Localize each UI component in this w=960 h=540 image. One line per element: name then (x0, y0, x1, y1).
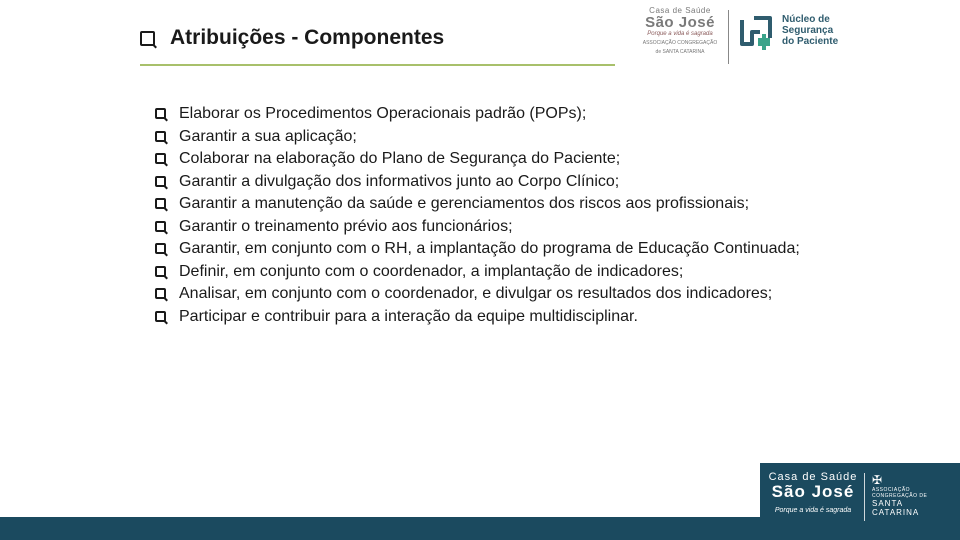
list-item (155, 261, 805, 284)
list-item (155, 126, 805, 149)
nsp-logo-text (782, 14, 838, 47)
checkbox-bullet-icon (140, 31, 155, 46)
footer-logo-block (760, 463, 960, 540)
list-item-text: Participar e contribuir para a interação da equipe multidisciplinar. (179, 307, 638, 325)
list-item-text: Garantir a sua aplicação; (179, 127, 357, 145)
checkbox-bullet-icon (155, 153, 166, 164)
logo-tagline: Porque a vida é sagrada (647, 31, 713, 37)
title-row (140, 26, 444, 50)
list-item-text: Elaborar os Procedimentos Operacionais padrão (POPs); (179, 105, 587, 122)
logo-line: do Paciente (782, 36, 839, 47)
logo-line: Casa de Saúde (768, 471, 858, 483)
checkbox-bullet-icon (155, 288, 166, 299)
logo-line: CATARINA (872, 508, 920, 517)
checkbox-bullet-icon (155, 243, 166, 254)
title-underline (140, 64, 615, 66)
list-item (155, 103, 805, 126)
list-item-text: Garantir, em conjunto com o RH, a implantação do programa de Educação Continuada; (179, 240, 800, 257)
list-item (155, 193, 805, 216)
list-item-text: Garantir o treinamento prévio aos funcionários; (179, 217, 513, 235)
casa-sao-jose-logo (768, 471, 858, 514)
checkbox-bullet-icon (155, 311, 166, 322)
list-item-text: Definir, em conjunto com o coordenador, a implantação de indicadores; (179, 262, 684, 280)
list-item-text: Colaborar na elaboração do Plano de Segurança do Paciente; (179, 150, 621, 167)
list-item (155, 171, 805, 194)
checkbox-bullet-icon (155, 198, 166, 209)
list-item-text: Garantir a divulgação dos informativos junto ao Corpo Clínico; (179, 172, 620, 190)
list-item (155, 238, 805, 261)
logo-divider (728, 10, 729, 64)
logo-line: Segurança (782, 25, 834, 36)
casa-sao-jose-logo (640, 6, 720, 55)
logo-line: São José (645, 14, 715, 31)
checkbox-bullet-icon (155, 131, 166, 142)
checkbox-bullet-icon (155, 266, 166, 277)
list-item (155, 148, 805, 171)
nsp-cross-icon (736, 12, 776, 52)
logo-line: São José (771, 482, 855, 501)
list-item-text: Analisar, em conjunto com o coordenador, e divulgar os resultados dos indicadores; (179, 285, 773, 302)
list-item-text: Garantir a manutenção da saúde e gerenciamentos dos riscos aos profissionais; (179, 195, 750, 212)
checkbox-bullet-icon (155, 108, 166, 119)
list-item (155, 283, 805, 306)
logo-line: Casa de Saúde (649, 6, 711, 15)
checkbox-bullet-icon (155, 176, 166, 187)
logo-line: Núcleo de (782, 14, 830, 25)
logo-divider (864, 473, 865, 521)
header-logos (640, 6, 850, 66)
logo-line: de SANTA CATARINA (655, 49, 705, 55)
logo-line: ASSOCIAÇÃO CONGREGAÇÃO (642, 40, 718, 46)
list-item (155, 216, 805, 239)
cross-emblem-icon: ✠ (872, 473, 883, 487)
logo-line: SANTA (872, 499, 904, 508)
slide-title: Atribuições - Componentes (170, 26, 445, 49)
logo-line: ASSOCIAÇÃO (872, 487, 911, 493)
attribution-list (155, 103, 805, 328)
logo-line: CONGREGAÇÃO DE (872, 493, 928, 499)
checkbox-bullet-icon (155, 221, 166, 232)
acsc-logo (872, 473, 952, 517)
logo-tagline: Porque a vida é sagrada (774, 507, 852, 514)
list-item (155, 306, 805, 329)
